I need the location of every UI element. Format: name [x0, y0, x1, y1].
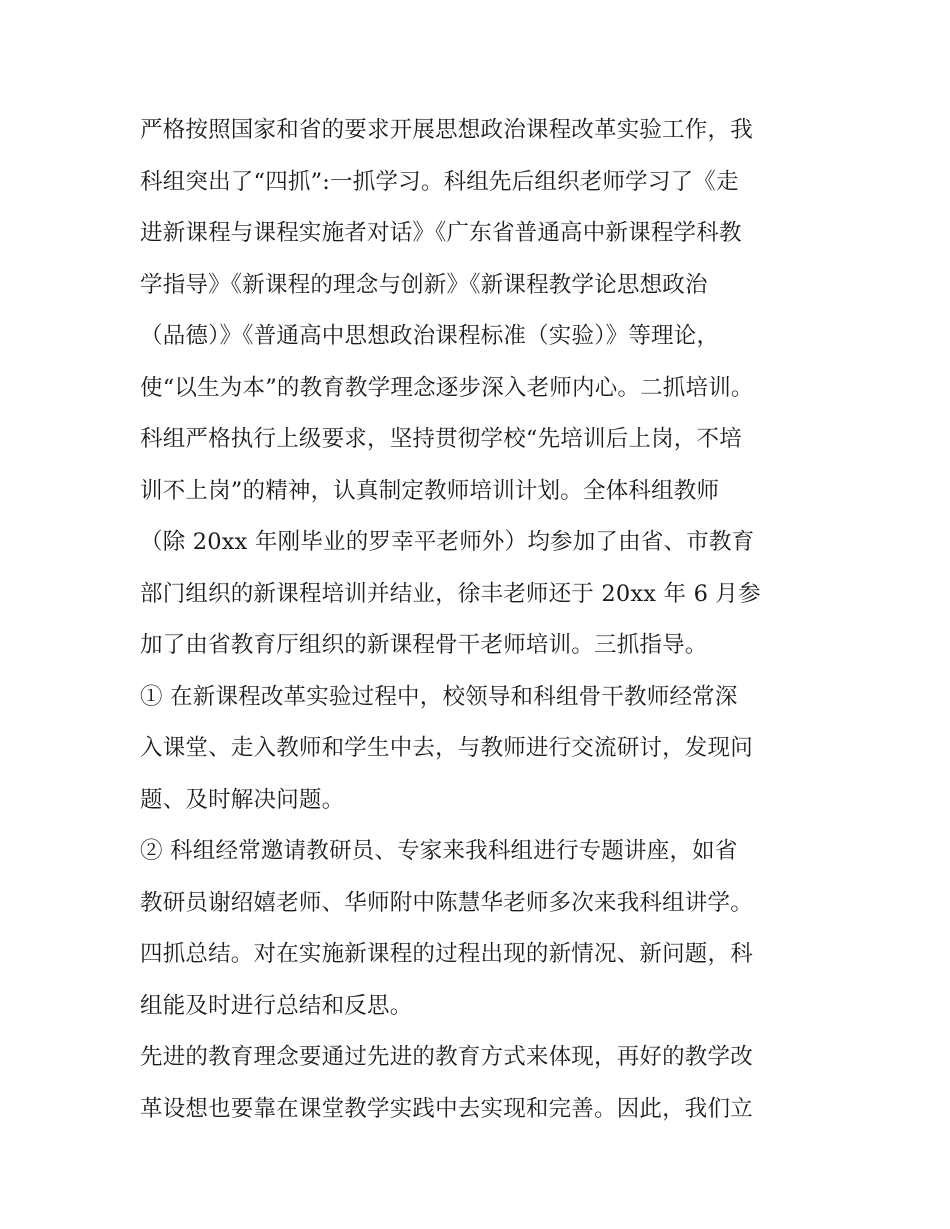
text-line: 学指导》《新课程的理念与创新》《新课程教学论思想政治	[140, 271, 708, 298]
text-line: 部门组织的新课程培训并结业，徐丰老师还于 20xx 年 6 月参	[140, 580, 761, 607]
text-line: 科组严格执行上级要求，坚持贯彻学校“先培训后上岗，不培	[140, 426, 742, 452]
text-line: 进新课程与课程实施者对话》《广东省普通高中新课程学科教	[140, 220, 742, 246]
body-text	[140, 108, 830, 1138]
text-line: 入课堂、走入教师和学生中去，与教师进行交流研讨，发现问	[140, 735, 753, 761]
text-line: 组能及时进行总结和反思。	[140, 992, 413, 1019]
text-line: 科组突出了“四抓”:一抓学习。科组先后组织老师学习了《走	[140, 168, 739, 195]
text-line: （品德）》《普通高中思想政治课程标准（实验）》等理论，	[140, 323, 720, 349]
text-line: 革设想也要靠在课堂教学实践中去实现和完善。因此，我们立	[140, 1095, 753, 1122]
text-line: ① 在新课程改革实验过程中，校领导和科组骨干教师经常深	[140, 683, 738, 710]
text-line: 训不上岗”的精神，认真制定教师培训计划。全体科组教师	[140, 477, 720, 504]
text-line: （除 20xx 年刚毕业的罗幸平老师外）均参加了由省、市教育	[140, 529, 755, 555]
text-line: 严格按照国家和省的要求开展思想政治课程改革实验工作，我	[140, 117, 753, 143]
text-line: 四抓总结。对在实施新课程的过程出现的新情况、新问题，科	[140, 941, 753, 967]
text-line: 使“以生为本”的教育教学理念逐步深入老师内心。二抓培训。	[140, 374, 754, 401]
text-line: ② 科组经常邀请教研员、专家来我科组进行专题讲座，如省	[140, 838, 738, 864]
text-line: 题、及时解决问题。	[140, 786, 345, 813]
text-line: 先进的教育理念要通过先进的教育方式来体现，再好的教学改	[140, 1044, 753, 1070]
text-line: 教研员谢绍嬉老师、华师附中陈慧华老师多次来我科组讲学。	[140, 889, 753, 916]
text-line: 加了由省教育厅组织的新课程骨干老师培训。三抓指导。	[140, 632, 708, 658]
